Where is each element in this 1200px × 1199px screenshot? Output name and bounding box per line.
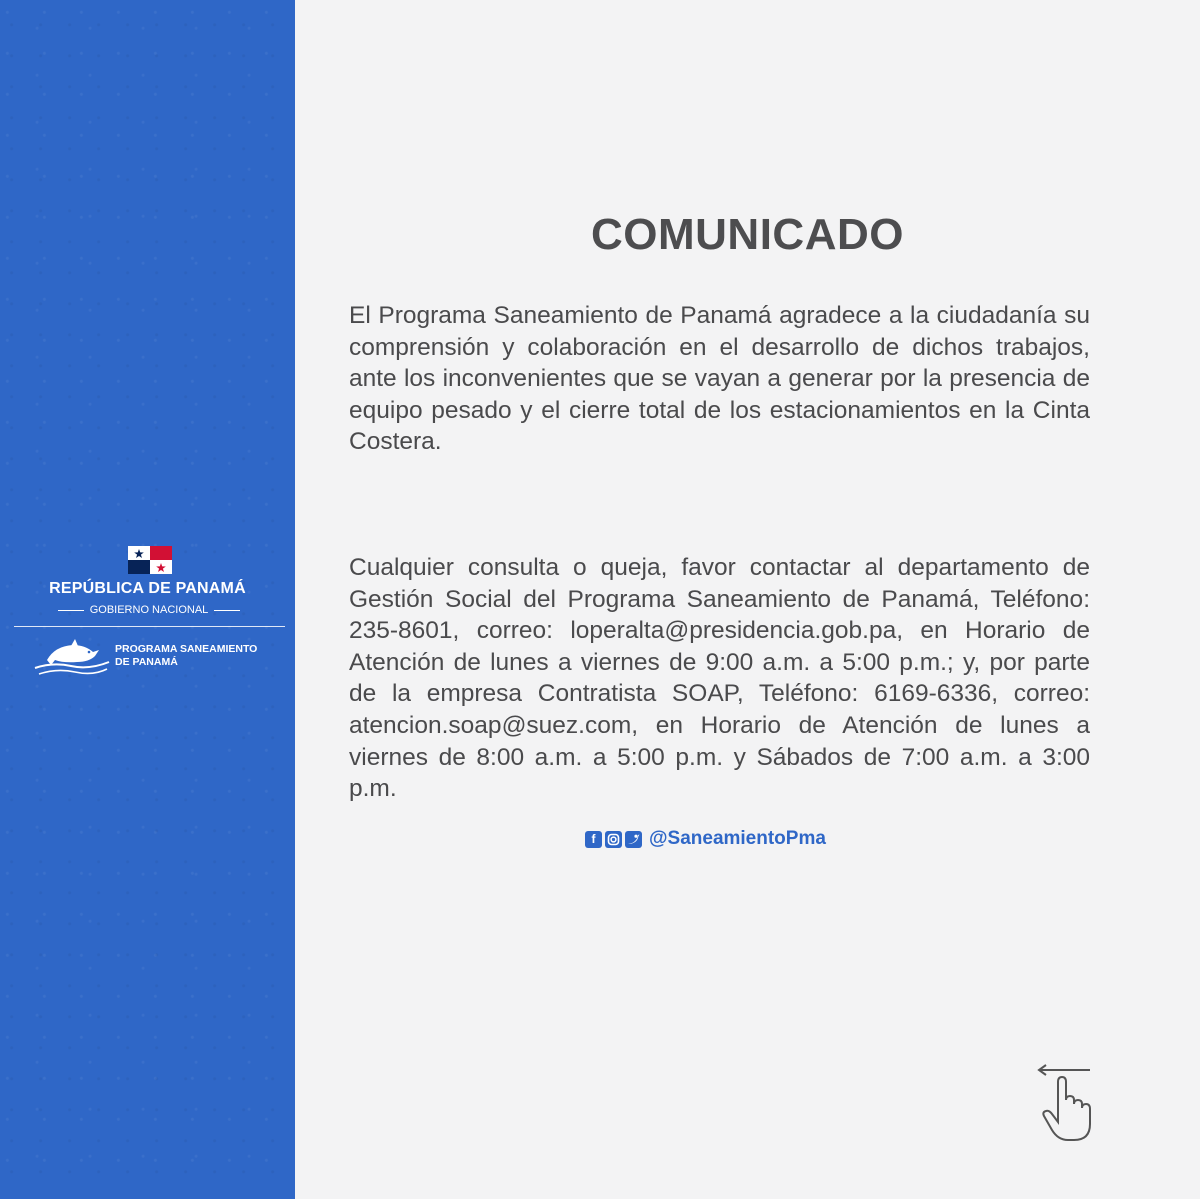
social-bar	[585, 826, 826, 852]
swipe-hand-icon	[1034, 1062, 1096, 1144]
panama-flag-icon	[128, 546, 172, 574]
paragraph-gratitude: El Programa Saneamiento de Panamá agradece a la ciudadanía su comprensión y colaboración en el desarrollo de dichos trabajos, ante los inconvenientes que se vayan a generar por la presencia de equipo pesado y el cierre total de los estacionamientos en la Cinta Costera.	[349, 302, 1090, 456]
divider	[214, 610, 240, 611]
country-name: REPÚBLICA DE PANAMÁ	[49, 580, 246, 597]
instagram-icon[interactable]	[605, 831, 622, 848]
program-name-line2: DE PANAMÁ	[115, 656, 178, 668]
divider	[58, 610, 84, 611]
sidebar-separator	[14, 626, 285, 627]
sidebar-panel	[0, 0, 295, 1199]
social-handle[interactable]: @SaneamientoPma	[649, 828, 826, 849]
facebook-icon[interactable]: f	[585, 831, 602, 848]
government-text: GOBIERNO NACIONAL	[89, 604, 209, 616]
government-label	[58, 601, 240, 619]
twitter-icon[interactable]	[625, 831, 642, 848]
program-name-line1: PROGRAMA SANEAMIENTO	[115, 643, 258, 655]
dolphin-logo-icon	[33, 638, 111, 680]
program-name	[115, 643, 285, 669]
page-title: COMUNICADO	[591, 210, 904, 259]
paragraph-contact: Cualquier consulta o queja, favor contactar al departamento de Gestión Social del Programa Saneamiento de Panamá, Teléfono: 235-8601, correo: loperalta@presidencia.gob.pa, en Horario de Atención de lunes a viernes de 9:00 a.m. a 5:00 p.m.; y, por parte de la empresa Contratista SOAP, Teléfono: 6169-6336, correo: atencion.soap@suez.com, en Horario de Atención de lunes a viernes de 8:00 a.m. a 5:00 p.m. y Sábados de 7:00 a.m. a 3:00 p.m.	[349, 554, 1090, 803]
